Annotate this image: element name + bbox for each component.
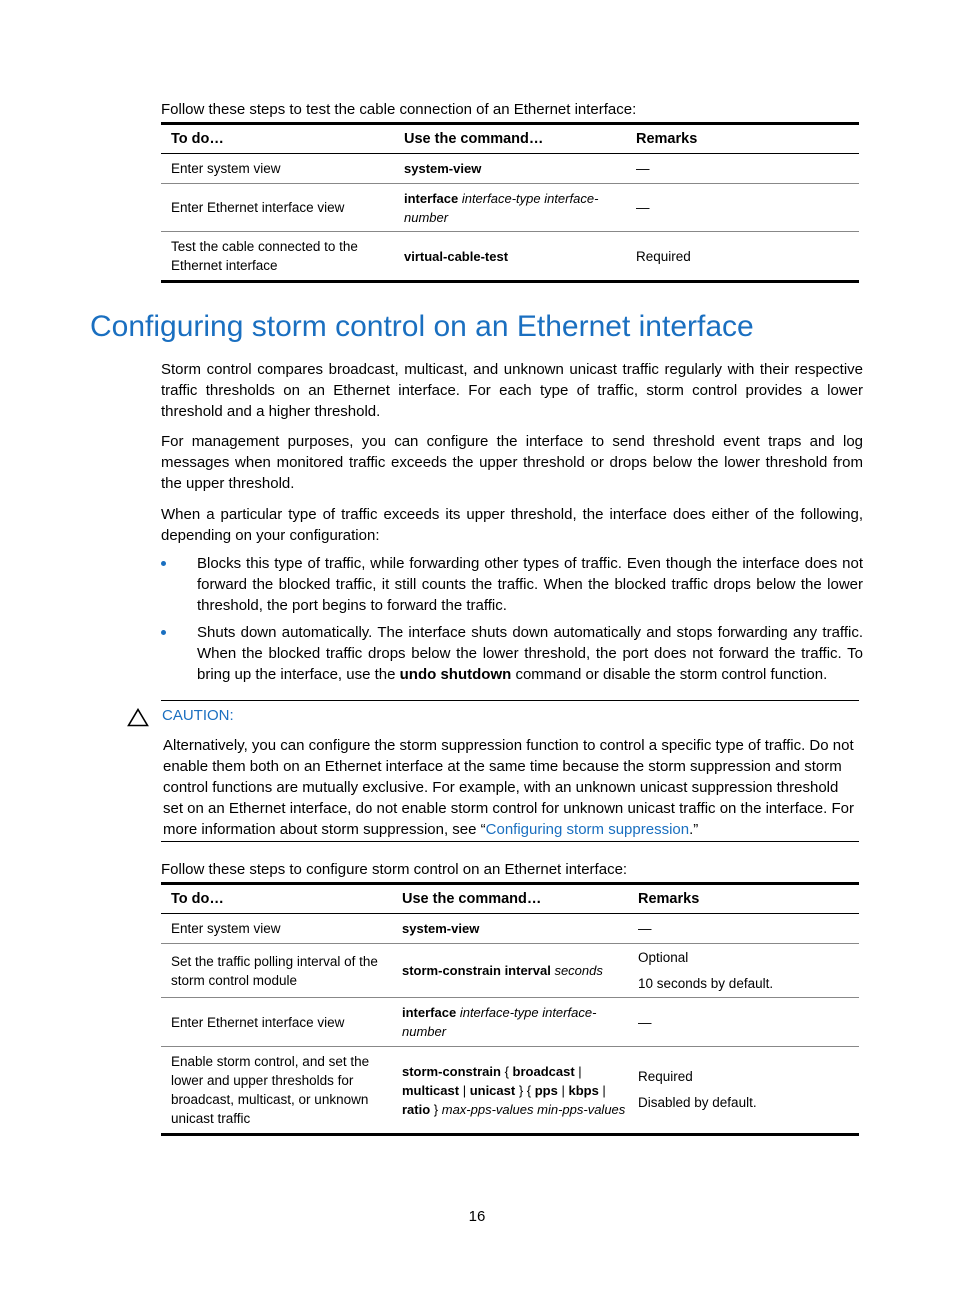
- table-row: [161, 154, 859, 184]
- remarks-line: Required: [638, 1069, 693, 1084]
- remarks-cell: —: [636, 200, 650, 215]
- todo-cell: Enable storm control, and set the lower and upper thresholds for broadcast, multicast, or unknown unicast traffic: [171, 1054, 370, 1126]
- header-todo: To do…: [171, 131, 224, 147]
- warning-triangle-icon: [127, 708, 149, 727]
- table-row: [161, 232, 859, 282]
- header-remarks: Remarks: [636, 131, 698, 147]
- storm-control-table: [161, 882, 859, 1136]
- command-cell: [394, 154, 626, 184]
- command-cell: [392, 1047, 628, 1135]
- remarks-cell: —: [638, 1014, 652, 1030]
- command-keyword: kbps: [568, 1082, 599, 1098]
- caution-text-part: .”: [689, 821, 699, 838]
- bullet-text: Blocks this type of traffic, while forwarding other types of traffic. Even though the interface does not forward the blocked traffic, it still counts the traffic. When the blocked traffic drops below the lower threshold, the port begins to forward the traffic.: [197, 555, 863, 614]
- header-todo: To do…: [171, 891, 224, 907]
- todo-cell: Test the cable connected to the Ethernet interface: [171, 239, 358, 273]
- cable-test-table: [161, 122, 859, 283]
- bullet-text: [197, 622, 863, 685]
- todo-cell: Enter Ethernet interface view: [171, 1014, 345, 1030]
- list-item: [161, 553, 863, 616]
- command-argument: max-pps-values: [441, 1101, 534, 1117]
- table-row: [161, 1047, 859, 1135]
- paragraph-management: For management purposes, you can configure the interface to send threshold event traps and log messages when monitored traffic exceeds the upper threshold or drops below the lower threshold from the upper threshold.: [161, 433, 863, 492]
- command-argument: min-pps-values: [537, 1101, 626, 1117]
- command-argument: interface-type interface-number: [404, 190, 599, 225]
- command-cell: [394, 232, 626, 282]
- storm-suppression-link[interactable]: Configuring storm suppression: [485, 821, 690, 838]
- command-cell: [392, 998, 628, 1047]
- section-title: Configuring storm control on an Ethernet interface: [90, 310, 754, 343]
- caution-text: [163, 735, 860, 840]
- table2-intro: Follow these steps to configure storm control on an Ethernet interface:: [161, 861, 628, 878]
- command-syntax: |: [598, 1082, 606, 1098]
- command-keyword: system-view: [404, 161, 482, 176]
- paragraph-storm-control: Storm control compares broadcast, multicast, and unknown unicast traffic regularly with their respective traffic thresholds on an Ethernet interface. For each type of traffic, storm control provides a lower threshold and a higher threshold.: [161, 361, 863, 420]
- todo-cell: Enter system view: [171, 921, 281, 936]
- table-row: [161, 914, 859, 944]
- header-remarks: Remarks: [638, 891, 700, 907]
- command-syntax: |: [459, 1082, 470, 1098]
- command-keyword: pps: [534, 1082, 558, 1098]
- command-keyword: ratio: [402, 1101, 431, 1117]
- header-command: Use the command…: [404, 131, 544, 147]
- list-item: [161, 622, 863, 685]
- bullet-icon: [161, 561, 166, 566]
- command-keyword: multicast: [402, 1082, 460, 1098]
- remarks-line: Optional: [638, 949, 689, 965]
- command-keyword: broadcast: [512, 1063, 575, 1079]
- command-syntax: {: [500, 1063, 513, 1079]
- remarks-line: 10 seconds by default.: [638, 975, 774, 991]
- command-keyword: interface: [404, 190, 459, 206]
- todo-cell: Set the traffic polling interval of the storm control module: [171, 953, 378, 988]
- command-keyword: storm-constrain: [402, 1063, 501, 1079]
- remarks-line: Disabled by default.: [638, 1095, 757, 1110]
- page-number: 16: [468, 1208, 486, 1225]
- remarks-cell: Required: [636, 248, 691, 264]
- command-keyword: system-view: [402, 921, 480, 936]
- remarks-cell: [628, 1047, 859, 1135]
- command-syntax: |: [574, 1063, 582, 1079]
- remarks-cell: —: [638, 921, 652, 936]
- command-keyword: interface: [402, 1005, 457, 1020]
- command-cell: [392, 944, 628, 998]
- remarks-cell: [628, 944, 859, 998]
- bullet-text-part: command or disable the storm control function.: [511, 666, 828, 683]
- todo-cell: Enter system view: [171, 161, 281, 176]
- command-keyword: undo shutdown: [399, 666, 512, 683]
- caution-text-part: Alternatively, you can configure the storm suppression function to control a specific type of traffic. Do not enable them both on an Ethernet interface at the same time because the storm suppression and storm control functions are mutually exclusive. For example, with an unknown unicast suppression threshold set on an Ethernet interface, do not enable storm control for unknown unicast traffic on the interface. For more information about storm suppression, see “: [163, 737, 854, 838]
- command-syntax: |: [557, 1082, 569, 1098]
- command-keyword: unicast: [469, 1082, 516, 1098]
- bullet-text-part: Shuts down automatically. The interface shuts down automatically and stops forwarding any traffic. When the blocked traffic drops below the lower threshold, the port does not forward the traffic. To bring up the interface, use the: [197, 624, 863, 683]
- command-argument: seconds: [554, 963, 603, 978]
- remarks-cell: —: [636, 161, 650, 176]
- command-keyword: virtual-cable-test: [404, 248, 509, 264]
- bullet-icon: [161, 630, 166, 635]
- caution-label: CAUTION:: [162, 707, 234, 724]
- table1-intro: Follow these steps to test the cable connection of an Ethernet interface:: [161, 101, 637, 118]
- todo-cell: Enter Ethernet interface view: [171, 200, 345, 215]
- table-row: [161, 184, 859, 232]
- command-cell: [394, 184, 626, 232]
- command-syntax: }: [430, 1101, 442, 1117]
- command-keyword: storm-constrain interval: [402, 963, 551, 978]
- command-cell: [392, 914, 628, 944]
- header-command: Use the command…: [402, 891, 542, 907]
- table-row: [161, 944, 859, 998]
- command-argument: interface-type interface-number: [402, 1005, 597, 1039]
- paragraph-exceeds: When a particular type of traffic exceeds its upper threshold, the interface does either of the following, depending on your configuration:: [161, 506, 863, 544]
- command-syntax: } {: [515, 1082, 535, 1098]
- table-row: [161, 998, 859, 1047]
